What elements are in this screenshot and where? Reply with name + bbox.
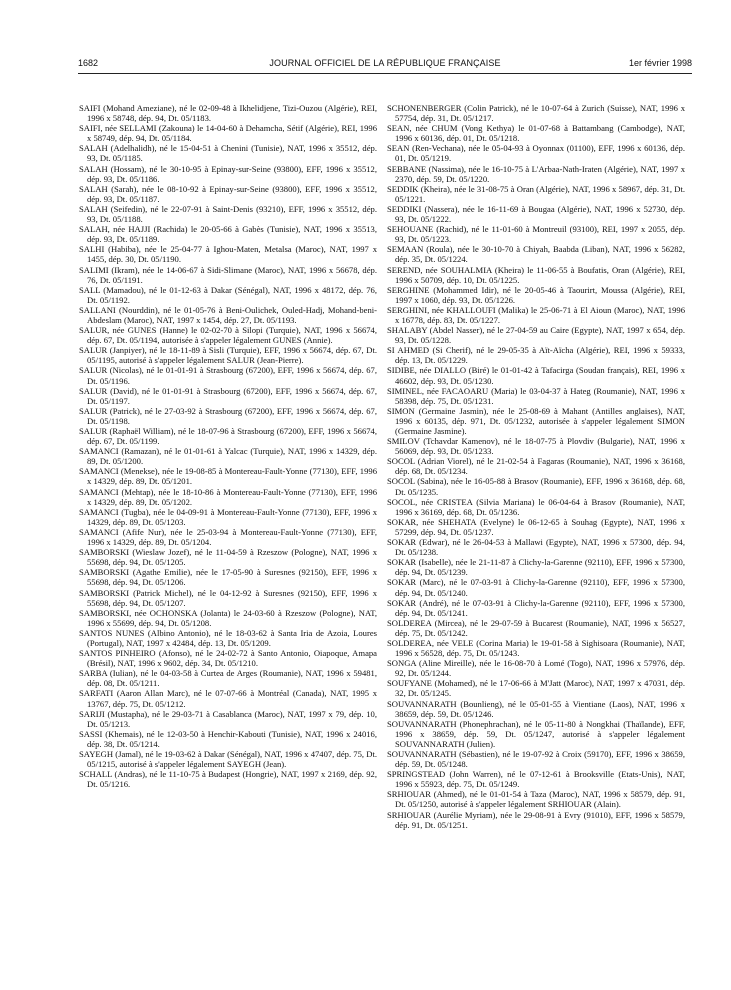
list-item: SAMANCI (Afife Nur), née le 25-03-94 à Montereau-Fault-Yonne (77130), EFF, 1996 x 14329, dép. 89, Dt. 05/1204. — [79, 526, 377, 548]
list-item: SOCOL, née CRISTEA (Silvia Mariana) le 06-04-64 à Brasov (Roumanie), NAT, 1996 x 36169, dép. 68, Dt. 05/1236. — [387, 496, 685, 517]
list-item: SALAH (Adelhalidh), né le 15-04-51 à Chenini (Tunisie), NAT, 1996 x 35512, dép. 93, Dt. 05/1185. — [79, 143, 377, 164]
list-item: SANTOS NUNES (Albino Antonio), né le 18-03-62 à Santa Iria de Azoia, Loures (Portugal), NAT, 1997 x 42484, dép. 13, Dt. 05/1209. — [79, 627, 377, 648]
list-item: SALUR (Patrick), né le 27-03-92 à Strasbourg (67200), EFF, 1996 x 56674, dép. 67, Dt. 05/1198. — [79, 405, 377, 426]
list-item: SALUR (Janpiyer), né le 18-11-89 à Sisli (Turquie), EFF, 1996 x 56674, dép. 67, Dt. 05/1195, autorisé à s'appeler légalement SALUR (Jean-Pierre). — [79, 345, 377, 366]
list-item: SHALABY (Abdel Nasser), né le 27-04-59 au Caire (Egypte), NAT, 1997 x 654, dép. 93, Dt. 05/1228. — [387, 325, 685, 346]
list-item: SALL (Mamadou), né le 01-12-63 à Dakar (Sénégal), NAT, 1996 x 48172, dép. 76, Dt. 05/1192. — [79, 284, 377, 305]
list-item: SEREND, née SOUHALMIA (Kheira) le 11-06-55 à Boufatis, Oran (Algérie), REI, 1996 x 50709, dép. 10, Dt. 05/1225. — [387, 264, 685, 285]
list-item: SAMBORSKI, née OCHONSKA (Jolanta) le 24-03-60 à Rzeszow (Pologne), NAT, 1996 x 55699, dép. 94, Dt. 05/1208. — [79, 607, 377, 628]
list-item: SEAN (Ren-Vechana), née le 05-04-93 à Oyonnax (01100), EFF, 1996 x 60136, dép. 01, Dt. 05/1219. — [387, 143, 685, 164]
list-item: SEBBANE (Nassima), née le 16-10-75 à L'Arbaa-Nath-Iraten (Algérie), NAT, 1997 x 2370, dép. 59, Dt. 05/1220. — [387, 163, 685, 184]
list-item: SALIMI (Ikram), née le 14-06-67 à Sidi-Slimane (Maroc), NAT, 1996 x 56678, dép. 76, Dt. 05/1191. — [79, 264, 377, 285]
list-item: SMILOV (Tchavdar Kamenov), né le 18-07-75 à Plovdiv (Bulgarie), NAT, 1996 x 56069, dép. 93, Dt. 05/1233. — [387, 436, 685, 457]
list-item: SONGA (Aline Mireille), née le 16-08-70 à Lomé (Togo), NAT, 1996 x 57976, dép. 92, Dt. 05/1244. — [387, 658, 685, 679]
list-item: SARBA (Iulian), né le 04-03-58 à Curtea de Arges (Roumanie), NAT, 1996 x 59481, dép. 08, Dt. 05/1211. — [79, 668, 377, 689]
list-item: SALAH (Seifedin), né le 22-07-91 à Saint-Denis (93210), EFF, 1996 x 35512, dép. 93, Dt. 05/1188. — [79, 203, 377, 225]
list-item: SOUVANNARATH (Sébastien), né le 19-07-92 à Croix (59170), EFF, 1996 x 38659, dép. 59, Dt. 05/1248. — [387, 749, 685, 770]
list-item: SEMAAN (Roula), née le 30-10-70 à Chiyah, Baabda (Liban), NAT, 1996 x 56282, dép. 35, Dt. 05/1224. — [387, 244, 685, 265]
list-item: SOKAR (Marc), né le 07-03-91 à Clichy-la-Garenne (92110), EFF, 1996 x 57300, dép. 94, Dt. 05/1240. — [387, 577, 685, 598]
list-item: SAMBORSKI (Agathe Emilie), née le 17-05-90 à Suresnes (92150), EFF, 1996 x 55698, dép. 94, Dt. 05/1206. — [79, 567, 377, 588]
list-item: SPRINGSTEAD (John Warren), né le 07-12-61 à Brooksville (Etats-Unis), NAT, 1996 x 55923, dép. 75, Dt. 05/1249. — [387, 769, 685, 790]
list-item: SANTOS PINHEIRO (Afonso), né le 24-02-72 à Santo Antonio, Oiapoque, Amapa (Brésil), NAT, 1996 x 9602, dép. 34, Dt. 05/1210. — [79, 648, 377, 669]
list-item: SEAN, née CHUM (Vong Kethya) le 01-07-68 à Battambang (Cambodge), NAT, 1996 x 60136, dép. 01, Dt. 05/1218. — [387, 123, 685, 144]
list-item: SCHONENBERGER (Colin Patrick), né le 10-07-64 à Zurich (Suisse), NAT, 1996 x 57754, dép. 31, Dt. 05/1217. — [387, 103, 685, 124]
list-item: SALAH (Sarah), née le 08-10-92 à Epinay-sur-Seine (93800), EFF, 1996 x 35512, dép. 93, Dt. 05/1187. — [79, 183, 377, 204]
list-item: SEHOUANE (Rachid), né le 11-01-60 à Montreuil (93100), REI, 1997 x 2055, dép. 93, Dt. 05/1223. — [387, 224, 685, 245]
list-item: SAMANCI (Menekse), née le 19-08-85 à Montereau-Fault-Yonne (77130), EFF, 1996 x 14329, dép. 89, Dt. 05/1201. — [79, 466, 377, 487]
list-item: SI AHMED (Si Cherif), né le 29-05-35 à Aït-Aïcha (Algérie), REI, 1996 x 59333, dép. 13, Dt. 05/1229. — [387, 345, 685, 366]
list-item: SALUR, née GUNES (Hanne) le 02-02-70 à Silopi (Turquie), NAT, 1996 x 56674, dép. 67, Dt. 05/1194, autorisée à s'appeler légalement GUNES (Annie). — [79, 325, 377, 346]
list-item: SALAH, née HAJJI (Rachida) le 20-05-66 à Gabès (Tunisie), NAT, 1996 x 35513, dép. 93, Dt. 05/1189. — [79, 224, 377, 245]
list-item: SALUR (Raphaël William), né le 18-07-96 à Strasbourg (67200), EFF, 1996 x 56674, dép. 67, Dt. 05/1199. — [79, 426, 377, 447]
list-item: SALUR (Nicolas), né le 01-01-91 à Strasbourg (67200), EFF, 1996 x 56674, dép. 67, Dt. 05/1196. — [79, 365, 377, 386]
list-item: SAMANCI (Tugba), née le 04-09-91 à Montereau-Fault-Yonne (77130), EFF, 1996 x 14329, dép. 89, Dt. 05/1203. — [79, 506, 377, 527]
list-item: SIMON (Germaine Jasmin), née le 25-08-69 à Mahant (Antilles anglaises), NAT, 1996 x 60135, dép. 971, Dt. 05/1232, autorisée à s'appeler légalement SIMON (Germaine Jasmine). — [387, 405, 685, 436]
list-item: SOUVANNARATH (Bounlieng), né le 05-01-55 à Vientiane (Laos), NAT, 1996 x 38659, dép. 59, Dt. 05/1246. — [387, 698, 685, 719]
list-item: SALUR (David), né le 01-01-91 à Strasbourg (67200), EFF, 1996 x 56674, dép. 67, Dt. 05/1197. — [79, 385, 377, 406]
list-item: SALAH (Hossam), né le 30-10-95 à Epinay-sur-Seine (93800), EFF, 1996 x 35512, dép. 93, Dt. 05/1186. — [79, 163, 377, 184]
header-rule — [78, 73, 692, 74]
left-column — [79, 103, 377, 789]
list-item: SOLDEREA, née VELE (Corina Maria) le 19-01-58 à Sighisoara (Roumanie), NAT, 1996 x 56528, dép. 75, Dt. 05/1243. — [387, 637, 685, 659]
list-item: SOLDEREA (Mircea), né le 29-07-59 à Bucarest (Roumanie), NAT, 1996 x 56527, dép. 75, Dt. 05/1242. — [387, 617, 685, 638]
list-item: SAMBORSKI (Wieslaw Jozef), né le 11-04-59 à Rzeszow (Pologne), NAT, 1996 x 55698, dép. 94, Dt. 05/1205. — [79, 547, 377, 568]
list-item: SAMBORSKI (Patrick Michel), né le 04-12-92 à Suresnes (92150), EFF, 1996 x 55698, dép. 94, Dt. 05/1207. — [79, 587, 377, 608]
page-number: 1682 — [78, 58, 99, 68]
right-column — [387, 103, 685, 830]
list-item: SIMINEL, née FACAOARU (Maria) le 03-04-37 à Hateg (Roumanie), NAT, 1996 x 58398, dép. 75, Dt. 05/1231. — [387, 385, 685, 406]
list-item: SARFATI (Aaron Allan Marc), né le 07-07-66 à Montréal (Canada), NAT, 1995 x 13767, dép. 75, Dt. 05/1212. — [79, 688, 377, 709]
list-item: SALLANI (Nourddin), né le 01-05-76 à Beni-Oulichek, Ouled-Hadj, Mohand-beni-Abdeslam (Maroc), NAT, 1997 x 1454, dép. 27, Dt. 05/1193. — [79, 304, 377, 325]
list-item: SOCOL (Adrian Viorel), né le 21-02-54 à Fagaras (Roumanie), NAT, 1996 x 36168, dép. 68, Dt. 05/1234. — [387, 456, 685, 477]
list-item: SASSI (Khemais), né le 12-03-50 à Henchir-Kabouti (Tunisie), NAT, 1996 x 24016, dép. 38, Dt. 05/1214. — [79, 728, 377, 749]
list-item: SEDDIK (Kheira), née le 31-08-75 à Oran (Algérie), NAT, 1996 x 58967, dép. 31, Dt. 05/1221. — [387, 183, 685, 204]
list-item: SAIFI, née SELLAMI (Zakouna) le 14-04-60 à Dehamcha, Sétif (Algérie), REI, 1996 x 58749, dép. 94, Dt. 05/1184. — [79, 123, 377, 144]
list-item: SERGHINI, née KHALLOUFI (Malika) le 25-06-71 à El Aioun (Maroc), NAT, 1996 x 16778, dép. 83, Dt. 05/1227. — [387, 304, 685, 325]
page-header — [78, 58, 692, 72]
list-item: SALHI (Habiba), née le 25-04-77 à Ighou-Maten, Metalsa (Maroc), NAT, 1997 x 1455, dép. 30, Dt. 05/1190. — [79, 244, 377, 265]
list-item: SIDIBE, née DIALLO (Biré) le 01-01-42 à Tafacirga (Soudan français), REI, 1996 x 46602, dép. 93, Dt. 05/1230. — [387, 365, 685, 386]
list-item: SRHIOUAR (Ahmed), né le 01-01-54 à Taza (Maroc), NAT, 1996 x 58579, dép. 91, Dt. 05/1250, autorisé à s'appeler légalement SRHIOUAR (Alain). — [387, 789, 685, 810]
list-item: SCHALL (Andras), né le 11-10-75 à Budapest (Hongrie), NAT, 1997 x 2169, dép. 92, Dt. 05/1216. — [79, 769, 377, 790]
list-item: SAIFI (Mohand Ameziane), né le 02-09-48 à Ikhelidjene, Tizi-Ouzou (Algérie), REI, 1996 x 58748, dép. 94, Dt. 05/1183. — [79, 103, 377, 124]
list-item: SARIJI (Mustapha), né le 29-03-71 à Casablanca (Maroc), NAT, 1997 x 79, dép. 10, Dt. 05/1213. — [79, 708, 377, 729]
journal-title: JOURNAL OFFICIEL DE LA RÉPUBLIQUE FRANÇAISE — [269, 58, 501, 68]
list-item: SAMANCI (Ramazan), né le 01-01-61 à Yalcac (Turquie), NAT, 1996 x 14329, dép. 89, Dt. 05/1200. — [79, 446, 377, 467]
list-item: SOUFYANE (Mohamed), né le 17-06-66 à M'Jatt (Maroc), NAT, 1997 x 47031, dép. 32, Dt. 05/1245. — [387, 678, 685, 699]
list-item: SOKAR (Isabelle), née le 21-11-87 à Clichy-la-Garenne (92110), EFF, 1996 x 57300, dép. 94, Dt. 05/1239. — [387, 557, 685, 578]
list-item: SOKAR (Edwar), né le 26-04-53 à Mallawi (Egypte), NAT, 1996 x 57300, dép. 94, Dt. 05/1238. — [387, 537, 685, 558]
list-item: SOKAR (André), né le 07-03-91 à Clichy-la-Garenne (92110), EFF, 1996 x 57300, dép. 94, Dt. 05/1241. — [387, 597, 685, 618]
list-item: SAMANCI (Mehtap), née le 18-10-86 à Montereau-Fault-Yonne (77130), EFF, 1996 x 14329, dép. 89, Dt. 05/1202. — [79, 486, 377, 507]
list-item: SOKAR, née SHEHATA (Evelyne) le 06-12-65 à Souhag (Egypte), NAT, 1996 x 57299, dép. 94, Dt. 05/1237. — [387, 516, 685, 537]
list-item: SRHIOUAR (Aurélie Myriam), née le 29-08-91 à Evry (91010), EFF, 1996 x 58579, dép. 91, Dt. 05/1251. — [387, 809, 685, 830]
issue-date: 1er février 1998 — [628, 58, 692, 68]
list-item: SEDDIKI (Nassera), née le 16-11-69 à Bougaa (Algérie), NAT, 1996 x 52730, dép. 93, Dt. 05/1222. — [387, 203, 685, 225]
list-item: SERGHINE (Mohammed Idir), né le 20-05-46 à Taourirt, Moussa (Algérie), REI, 1997 x 1060, dép. 93, Dt. 05/1226. — [387, 284, 685, 305]
list-item: SAYEGH (Jamal), né le 19-03-62 à Dakar (Sénégal), NAT, 1996 x 47407, dép. 75, Dt. 05/1215, autorisé à s'appeler légalement SAYEGH (Jean). — [79, 749, 377, 770]
list-item: SOCOL (Sabina), née le 16-05-88 à Brasov (Roumanie), EFF, 1996 x 36168, dép. 68, Dt. 05/1235. — [387, 476, 685, 497]
list-item: SOUVANNARATH (Phonephrachan), né le 05-11-80 à Nongkhai (Thaïlande), EFF, 1996 x 38659, dép. 59, Dt. 05/1247, autorisé à s'appeler légalement SOUVANNARATH (Julien). — [387, 718, 685, 749]
